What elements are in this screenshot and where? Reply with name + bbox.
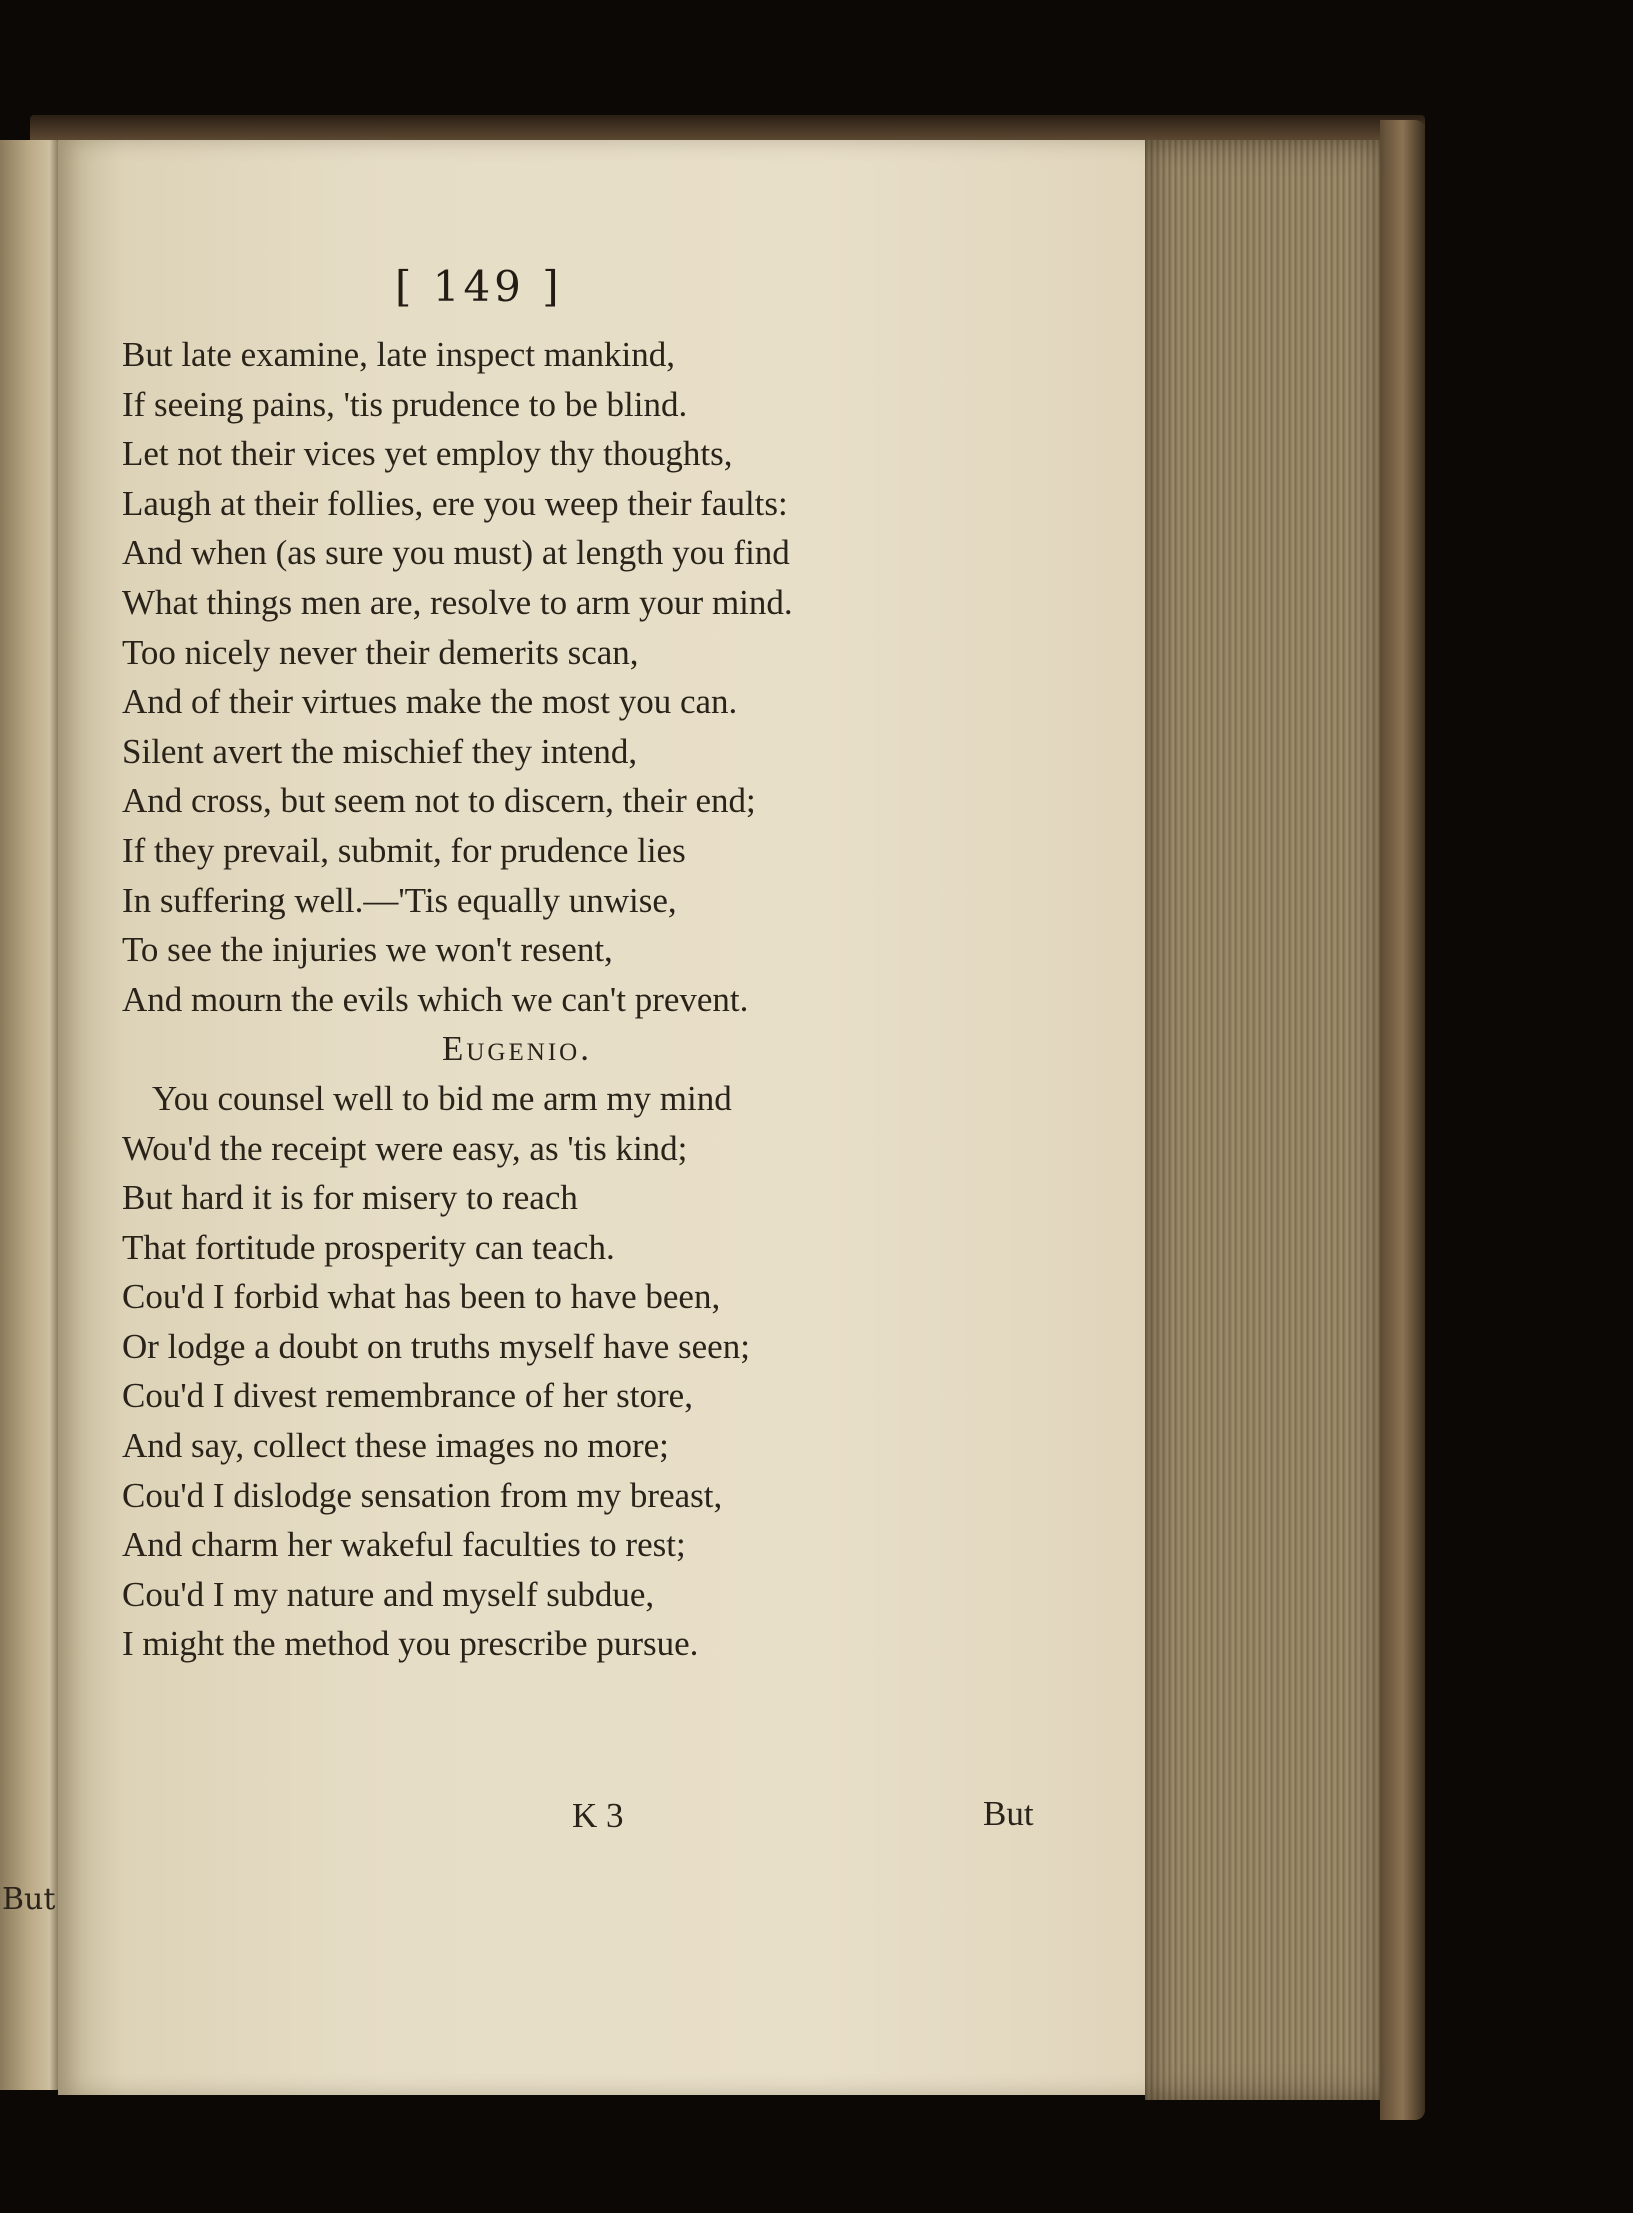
poem-line: And when (as sure you must) at length you find bbox=[122, 533, 790, 573]
signature-mark: K 3 bbox=[572, 1796, 624, 1835]
poem-line: But late examine, late inspect mankind, bbox=[122, 335, 676, 374]
poem-line: If seeing pains, 'tis prudence to be blind. bbox=[122, 384, 688, 424]
poem-line: Or lodge a doubt on truths myself have seen; bbox=[122, 1326, 750, 1366]
poem-line: And of their virtues make the most you can. bbox=[122, 682, 738, 722]
poem-line: And charm her wakeful faculties to rest; bbox=[122, 1525, 686, 1565]
catchword: But bbox=[983, 1794, 1034, 1833]
poem-line: Wou'd the receipt were easy, as 'tis kind; bbox=[122, 1128, 688, 1168]
poem-line: Cou'd I forbid what has been to have been, bbox=[122, 1277, 721, 1317]
poem-line: Silent avert the mischief they intend, bbox=[122, 731, 638, 771]
poem-line: Cou'd I divest remembrance of her store, bbox=[122, 1376, 693, 1416]
poem-line: Let not their vices yet employ thy thoughts, bbox=[122, 434, 733, 474]
page-edges bbox=[1145, 140, 1385, 2100]
poem-line: Too nicely never their demerits scan, bbox=[122, 632, 639, 672]
left-page-catchword: But bbox=[2, 1882, 56, 1917]
poem-line: If they prevail, submit, for prudence lies bbox=[122, 830, 686, 870]
poem-line: Cou'd I dislodge sensation from my breast, bbox=[122, 1475, 723, 1515]
poem-line: You counsel well to bid me arm my mind bbox=[152, 1078, 732, 1118]
poem-line: I might the method you prescribe pursue. bbox=[122, 1624, 699, 1664]
poem-line: And say, collect these images no more; bbox=[122, 1426, 669, 1466]
poem-line: To see the injuries we won't resent, bbox=[122, 930, 613, 970]
poem-line: What things men are, resolve to arm your mind. bbox=[122, 582, 793, 622]
page-number-heading: [ 149 ] bbox=[395, 262, 563, 311]
poem-line: But hard it is for misery to reach bbox=[122, 1178, 578, 1218]
poem-line: Cou'd I my nature and myself subdue, bbox=[122, 1574, 655, 1614]
cover-edge bbox=[1380, 120, 1425, 2120]
poem-line: In suffering well.—'Tis equally unwise, bbox=[122, 880, 677, 920]
poem-line: Laugh at their follies, ere you weep their faults: bbox=[122, 483, 788, 523]
poem-line: And mourn the evils which we can't prevent. bbox=[122, 979, 749, 1019]
poem-line: That fortitude prosperity can teach. bbox=[122, 1227, 615, 1267]
poem-text bbox=[122, 330, 1022, 1669]
speaker-name: Eugenio. bbox=[442, 1029, 592, 1069]
left-page bbox=[0, 140, 62, 2090]
poem-line: And cross, but seem not to discern, their end; bbox=[122, 781, 756, 821]
